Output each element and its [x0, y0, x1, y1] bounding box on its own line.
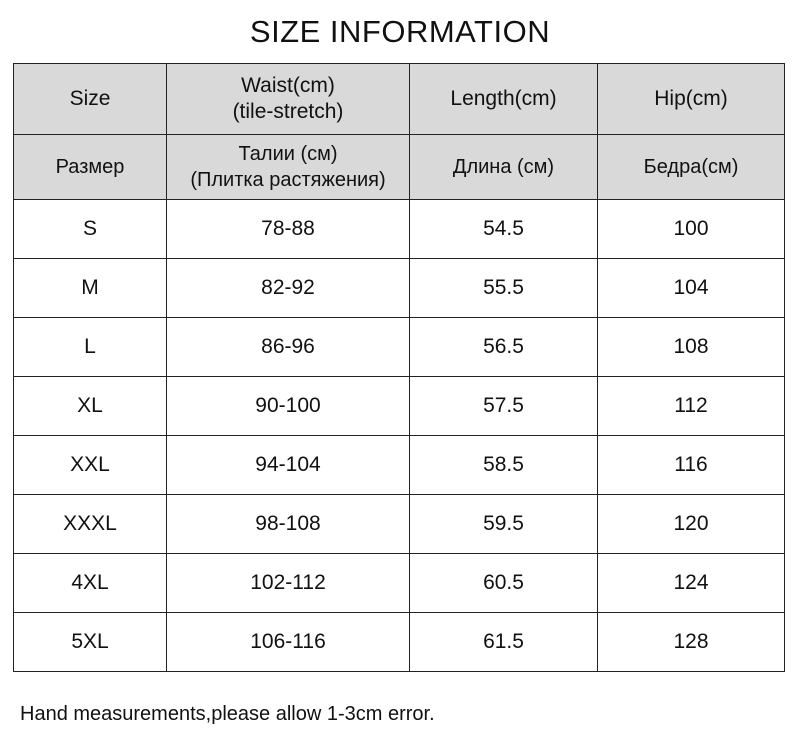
- table-row: [14, 436, 785, 495]
- cell-hip: 100: [598, 200, 785, 259]
- cell-size: 4XL: [14, 554, 167, 613]
- cell-hip: 124: [598, 554, 785, 613]
- table-row: [14, 613, 785, 672]
- header-row-english: [14, 64, 785, 135]
- table-row: [14, 495, 785, 554]
- cell-waist: 86-96: [167, 318, 410, 377]
- header-waist-label: Waist(cm): [241, 74, 335, 97]
- cell-size: XL: [14, 377, 167, 436]
- header-hip-ru-label: Бедра(см): [643, 156, 739, 178]
- header-size-ru: [14, 135, 167, 200]
- page-title: SIZE INFORMATION: [249, 14, 551, 49]
- header-length-ru: [410, 135, 598, 200]
- cell-size: XXL: [14, 436, 167, 495]
- header-hip-ru: [598, 135, 785, 200]
- table-row: [14, 259, 785, 318]
- header-length-ru-label: Длина (см): [452, 156, 555, 178]
- cell-hip: 112: [598, 377, 785, 436]
- cell-hip: 128: [598, 613, 785, 672]
- header-waist-ru: [167, 135, 410, 200]
- cell-hip: 108: [598, 318, 785, 377]
- cell-length: 54.5: [410, 200, 598, 259]
- header-waist-ru-note: (Плитка растяжения): [190, 169, 386, 191]
- cell-hip: 120: [598, 495, 785, 554]
- cell-waist: 82-92: [167, 259, 410, 318]
- table-row: [14, 377, 785, 436]
- header-size-label: Size: [69, 87, 111, 110]
- table-row: [14, 318, 785, 377]
- cell-length: 57.5: [410, 377, 598, 436]
- header-size: [14, 64, 167, 135]
- cell-hip: 116: [598, 436, 785, 495]
- header-waist: [167, 64, 410, 135]
- cell-size: M: [14, 259, 167, 318]
- size-table: [13, 63, 785, 672]
- cell-hip: 104: [598, 259, 785, 318]
- cell-waist: 106-116: [167, 613, 410, 672]
- cell-length: 61.5: [410, 613, 598, 672]
- table-row: [14, 554, 785, 613]
- table-row: [14, 200, 785, 259]
- cell-length: 58.5: [410, 436, 598, 495]
- measurement-note: Hand measurements,please allow 1-3cm error.: [20, 703, 435, 725]
- cell-waist: 94-104: [167, 436, 410, 495]
- header-hip: [598, 64, 785, 135]
- header-row-russian: [14, 135, 785, 200]
- header-waist-ru-label: Талии (см): [238, 143, 338, 165]
- cell-size: XXXL: [14, 495, 167, 554]
- header-length-label: Length(cm): [450, 87, 557, 110]
- cell-size: S: [14, 200, 167, 259]
- header-waist-note: (tile-stretch): [232, 100, 344, 123]
- cell-length: 55.5: [410, 259, 598, 318]
- header-hip-label: Hip(cm): [654, 87, 728, 110]
- header-size-ru-label: Размер: [55, 156, 125, 178]
- header-length: [410, 64, 598, 135]
- cell-length: 56.5: [410, 318, 598, 377]
- cell-waist: 98-108: [167, 495, 410, 554]
- cell-size: L: [14, 318, 167, 377]
- cell-length: 59.5: [410, 495, 598, 554]
- cell-length: 60.5: [410, 554, 598, 613]
- cell-size: 5XL: [14, 613, 167, 672]
- cell-waist: 90-100: [167, 377, 410, 436]
- size-table-body: [14, 64, 785, 672]
- cell-waist: 102-112: [167, 554, 410, 613]
- cell-waist: 78-88: [167, 200, 410, 259]
